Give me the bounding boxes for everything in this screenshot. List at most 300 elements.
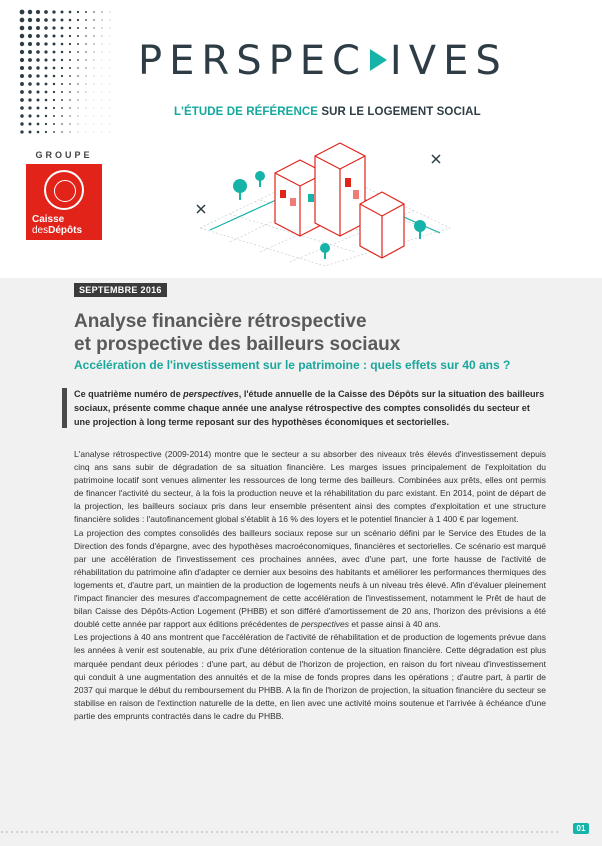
pattern-dot <box>36 82 39 85</box>
pattern-dot <box>69 43 71 45</box>
footer-dot <box>186 831 188 833</box>
pattern-dot <box>36 66 39 69</box>
pattern-dot <box>28 98 31 101</box>
pattern-dot <box>94 84 95 85</box>
pattern-dot <box>110 116 111 117</box>
pattern-dot <box>28 42 32 46</box>
pattern-dot <box>45 83 48 86</box>
pattern-dot <box>102 92 103 93</box>
intro-paragraph <box>74 387 546 429</box>
caisse-des-depots-logo <box>26 150 102 240</box>
pattern-dot <box>110 36 111 37</box>
cross-marker-icon <box>432 155 440 163</box>
pattern-dot <box>85 35 87 37</box>
footer-dot <box>521 831 523 833</box>
footer-dot <box>306 831 308 833</box>
tree-icon <box>320 243 330 259</box>
pattern-dot <box>69 91 71 93</box>
pattern-dot <box>44 18 48 22</box>
pattern-dot <box>94 124 95 125</box>
footer-dot <box>86 831 88 833</box>
document-title-line2: et prospective des bailleurs sociaux <box>74 334 401 355</box>
pattern-dot <box>20 114 24 118</box>
footer-dot <box>211 831 213 833</box>
document-title-line1: Analyse financière rétrospective <box>74 311 367 332</box>
pattern-dot <box>28 74 32 78</box>
footer-dot <box>26 831 28 833</box>
pattern-dot <box>102 108 103 109</box>
pattern-dot <box>28 58 32 62</box>
footer-dot <box>281 831 283 833</box>
pattern-dot <box>69 83 71 85</box>
footer-dot <box>41 831 43 833</box>
footer-dot <box>556 831 558 833</box>
pattern-dot <box>53 131 55 133</box>
footer-dot <box>431 831 433 833</box>
pattern-dot <box>69 99 71 101</box>
footer-dot <box>311 831 313 833</box>
footer-dot <box>396 831 398 833</box>
footer-dot <box>6 831 8 833</box>
pattern-dot <box>53 75 56 78</box>
pattern-dot <box>110 12 111 13</box>
document-subtitle: Accélération de l'investissement sur le patrimoine : quels effets sur 40 ans ? <box>74 358 511 372</box>
body-paragraph: Les projections à 40 ans montrent que l'accélération de l'activité de réhabilitation et de production de logements prévue dans les années à venir est soutenable, au prix d'une détérioration contenue de la situation financière. Cette dégradation est plus marquée pendant deux périodes : d'une part, au début de l'horizon de projection, en raison du fort niveau d'investissement qui conduit à une augmentation des annuités et de la mise de fonds propres dans les opérations ; d'autre part, à partir de 2037 qui marque le début du remboursement du PHBB. A la fin de l'horizon de projection, la situation financière du secteur se stabilise en raison de l'extinction naturelle de la dette, en lien avec une activité moins soutenue et l'arrivée à échéance d'une partie des emprunts contractés dans le cadre du PHBB. <box>74 632 546 721</box>
footer-dot <box>426 831 428 833</box>
document-title <box>74 310 554 356</box>
pattern-dot <box>110 84 111 85</box>
body-paragraph: L'analyse rétrospective (2009-2014) montre que le secteur a su absorber des niveaux très élevés d'investissement depuis cinq ans sans subir de dégradation de sa situation financière. Les marges issues principalement de l'exploitation du patrimoine locatif sont venues alimenter les ressources de long terme des bailleurs. Combinées aux prêts, elles ont permis de financer l'activité du secteur, à la fois la production neuve et la réhabilitation du parc existant. En 2014, point de départ de la projection, les bailleurs sociaux pris dans leur ensemble présentent ainsi des comptes d'exploitation et une structure financière solides : l'autofinancement global s'établit à 16 % des loyers et le potentiel financier à 1 400 € par logement. <box>74 449 546 525</box>
pattern-dot <box>77 43 79 45</box>
pattern-dot <box>20 130 23 133</box>
window-block <box>280 190 286 198</box>
pattern-dot <box>61 75 63 77</box>
pattern-dot <box>85 27 87 29</box>
pattern-dot <box>86 132 87 133</box>
pattern-dot <box>44 10 48 14</box>
footer-dot <box>181 831 183 833</box>
pattern-dot <box>77 91 78 92</box>
pattern-dot <box>77 51 79 53</box>
pattern-dot <box>61 51 64 54</box>
footer-dot <box>166 831 168 833</box>
footer-dot <box>96 831 98 833</box>
pattern-dot <box>61 123 63 125</box>
intro-text-after: , l'étude annuelle de la Caisse des Dépôts sur la situation des bailleurs sociaux, présente comme chaque année une analyse rétrospective des comptes consolidés du secteur et une projection à long terme reposant sur des hypothèses économiques et sectorielles. <box>74 389 545 427</box>
footer-dot <box>266 831 268 833</box>
building-right <box>360 192 404 258</box>
footer-dot <box>461 831 463 833</box>
pattern-dot <box>53 51 56 54</box>
pattern-dot <box>69 19 72 22</box>
pattern-dot <box>52 10 55 13</box>
pattern-dot <box>52 34 55 37</box>
pattern-dot <box>53 59 56 62</box>
footer-dot <box>156 831 158 833</box>
footer-dot <box>46 831 48 833</box>
pattern-dot <box>69 123 70 124</box>
pattern-dot <box>110 132 111 133</box>
footer-dot <box>381 831 383 833</box>
pattern-dot <box>77 75 78 76</box>
pattern-dot <box>37 131 40 134</box>
footer-dot <box>256 831 258 833</box>
footer-dot <box>16 831 18 833</box>
footer-dot <box>111 831 113 833</box>
window-block <box>353 190 359 199</box>
footer-dot <box>21 831 23 833</box>
pattern-dot <box>69 27 71 29</box>
footer-dot <box>66 831 68 833</box>
footer-dot <box>366 831 368 833</box>
footer-dot <box>491 831 493 833</box>
footer-dot <box>221 831 223 833</box>
logo-name-line1: Caisse <box>32 214 65 225</box>
footer-dot <box>56 831 58 833</box>
pattern-dot <box>61 27 64 30</box>
footer-dot <box>101 831 103 833</box>
pattern-dot <box>61 59 63 61</box>
pattern-dot <box>93 35 94 36</box>
pattern-dot <box>61 99 63 101</box>
footer-dot <box>341 831 343 833</box>
footer-dot <box>226 831 228 833</box>
tagline-teal: L'ÉTUDE DE RÉFÉRENCE <box>174 106 319 118</box>
pattern-dot <box>110 28 111 29</box>
pattern-dot <box>45 99 48 102</box>
pattern-dot <box>28 82 32 86</box>
footer-dot <box>236 831 238 833</box>
pattern-dot <box>37 115 40 118</box>
footer-dot <box>376 831 378 833</box>
pattern-dot <box>53 99 55 101</box>
pattern-dot <box>53 91 55 93</box>
pattern-dot <box>77 107 78 108</box>
footer-dot <box>71 831 73 833</box>
pattern-dot <box>36 58 39 61</box>
pattern-dot <box>110 76 111 77</box>
pattern-dot <box>20 34 25 39</box>
pattern-dot <box>94 100 95 101</box>
pattern-dot <box>28 10 32 14</box>
pattern-dot <box>45 75 48 78</box>
footer-dot <box>291 831 293 833</box>
footer-dot <box>446 831 448 833</box>
pattern-dot <box>102 124 103 125</box>
pattern-dot <box>20 18 25 23</box>
pattern-dot <box>93 19 94 20</box>
pattern-dot <box>28 90 31 93</box>
footer-dot <box>151 831 153 833</box>
pattern-dot <box>93 51 94 52</box>
play-triangle-icon <box>370 49 387 71</box>
pattern-dot <box>20 58 24 62</box>
pattern-dot <box>94 68 95 69</box>
footer-dot <box>501 831 503 833</box>
window-block <box>308 194 314 202</box>
pattern-dot <box>102 28 103 29</box>
pattern-dot <box>20 74 24 78</box>
pattern-dot <box>102 100 103 101</box>
pattern-dot <box>20 98 24 102</box>
footer-dot <box>326 831 328 833</box>
pattern-dot <box>28 18 32 22</box>
footer-dot <box>531 831 533 833</box>
pattern-dot <box>36 90 39 93</box>
pattern-dot <box>53 67 56 70</box>
footer-dot <box>416 831 418 833</box>
logo-name <box>32 214 82 236</box>
pattern-dot <box>20 42 24 46</box>
footer-dot <box>241 831 243 833</box>
body-paragraph-2-before: La projection des comptes consolidés des bailleurs sociaux repose sur un scénario défini par le Service des Etudes de la Direction des fonds d'épargne, avec des hypothèses macroéconomiques, financières et sectorielles. Ce scénario est marqué par une accélération de l'investissement ces prochaines années, avec d'une part, une forte hausse de l'activité de réhabilitation du patrimoine afin d'adapter ce dernier aux besoins des habitants et améliorer les performances thermiques des logements et, d'autre part, un maintien de la production de logements neufs à un niveau très élevé. Afin d'évaluer pleinement l'impact financier des mesures d'accompagnement de cette accélération de l'investissement, notamment le Prêt de haut de bilan Caisse des Dépôts-Action Logement (PHBB) et son différé d'amortissement de 20 ans, l'horizon des prévisions a été doublé cette année par rapport aux éditions précédentes de <box>74 527 546 630</box>
pattern-dot <box>85 19 87 21</box>
footer-dot <box>51 831 53 833</box>
pattern-dot <box>85 59 86 60</box>
pattern-dot <box>69 75 71 77</box>
pattern-dot <box>28 122 31 125</box>
pattern-dot <box>20 10 25 15</box>
pattern-dot <box>28 114 31 117</box>
footer-dot <box>466 831 468 833</box>
pattern-dot <box>36 42 40 46</box>
pattern-dot <box>44 34 47 37</box>
footer-dot <box>386 831 388 833</box>
pattern-dot <box>53 107 55 109</box>
pattern-dot <box>45 115 47 117</box>
pattern-dot <box>36 50 40 54</box>
pattern-dot <box>102 60 103 61</box>
body-paragraph-2-emphasis: perspectives <box>301 619 350 630</box>
pattern-dot <box>28 26 32 30</box>
footer-dot <box>1 831 3 833</box>
footer-dot <box>516 831 518 833</box>
logo-groupe-label: GROUPE <box>35 150 93 160</box>
pattern-dot <box>102 132 103 133</box>
pattern-dot <box>61 43 64 46</box>
footer-dot <box>406 831 408 833</box>
pattern-dot <box>69 115 70 116</box>
brand-title-part1: PERSPEC <box>138 38 367 84</box>
pattern-dot <box>36 10 40 14</box>
footer-dot <box>286 831 288 833</box>
pattern-dot <box>93 43 94 44</box>
pattern-dot <box>110 68 111 69</box>
footer-dot <box>201 831 203 833</box>
footer-dot <box>411 831 413 833</box>
pattern-dot <box>45 123 47 125</box>
footer-dot <box>106 831 108 833</box>
pattern-dot <box>86 124 87 125</box>
footer-dot <box>356 831 358 833</box>
pattern-dot <box>77 83 78 84</box>
pattern-dot <box>69 11 72 14</box>
pattern-dot <box>85 83 86 84</box>
footer-dot <box>451 831 453 833</box>
pattern-dot <box>69 35 71 37</box>
footer-dot <box>526 831 528 833</box>
footer-dot <box>391 831 393 833</box>
pattern-dot <box>78 124 79 125</box>
pattern-dot <box>45 131 47 133</box>
footer-dot <box>346 831 348 833</box>
pattern-dot <box>61 19 64 22</box>
footer-dot <box>116 831 118 833</box>
pattern-dot <box>36 26 40 30</box>
footer-dot <box>31 831 33 833</box>
pattern-dot <box>61 115 63 117</box>
pattern-dot <box>85 11 87 13</box>
pattern-dot <box>77 59 79 61</box>
footer-dot <box>351 831 353 833</box>
pattern-dot <box>77 19 79 21</box>
body-paragraph <box>74 527 546 632</box>
pattern-dot <box>86 116 87 117</box>
pattern-dot <box>45 107 48 110</box>
buildings-illustration <box>190 128 460 268</box>
footer-dot <box>231 831 233 833</box>
tree-icon <box>233 179 247 200</box>
footer-dot <box>541 831 543 833</box>
body-paragraph-2-after: et passe ainsi à 40 ans. <box>349 619 441 630</box>
pattern-dot <box>94 108 95 109</box>
pattern-dot <box>110 44 111 45</box>
footer-dot <box>121 831 123 833</box>
pattern-dot <box>20 66 24 70</box>
footer-dot <box>456 831 458 833</box>
pattern-dot <box>94 60 95 61</box>
footer-dot <box>246 831 248 833</box>
pattern-dot <box>61 83 63 85</box>
footer-dot <box>11 831 13 833</box>
footer-dot <box>61 831 63 833</box>
pattern-dot <box>44 42 47 45</box>
pattern-dot <box>61 107 63 109</box>
pattern-dot <box>110 52 111 53</box>
pattern-dot <box>85 51 86 52</box>
pattern-dot <box>85 43 87 45</box>
pattern-dot <box>93 11 95 13</box>
footer-dot <box>511 831 513 833</box>
pattern-dot <box>20 90 24 94</box>
footer-dot <box>251 831 253 833</box>
pattern-dot <box>110 20 111 21</box>
pattern-dot <box>28 34 32 38</box>
footer-dot <box>301 831 303 833</box>
pattern-dot <box>37 99 40 102</box>
pattern-dot <box>110 108 111 109</box>
footer-dot <box>191 831 193 833</box>
footer-dot <box>496 831 498 833</box>
footer-dot <box>196 831 198 833</box>
footer-dot <box>441 831 443 833</box>
pattern-dot <box>69 107 70 108</box>
footer-dot <box>331 831 333 833</box>
pattern-dot <box>53 123 55 125</box>
pattern-dot <box>61 67 63 69</box>
pattern-dot <box>77 99 78 100</box>
cross-marker-icon <box>197 205 205 213</box>
pattern-dot <box>52 18 55 21</box>
footer-dot <box>361 831 363 833</box>
footer-dot <box>436 831 438 833</box>
logo-name-line2-bold: Dépôts <box>48 225 83 236</box>
footer-dot-line <box>0 830 560 834</box>
body-text <box>74 448 546 723</box>
pattern-dot <box>102 36 103 37</box>
footer-dot <box>126 831 128 833</box>
footer-dot <box>171 831 173 833</box>
footer-dot <box>421 831 423 833</box>
footer-dot <box>176 831 178 833</box>
pattern-dot <box>110 92 111 93</box>
pattern-dot <box>101 11 102 12</box>
pattern-dot <box>44 58 47 61</box>
pattern-dot <box>101 19 102 20</box>
footer-dot <box>91 831 93 833</box>
footer-dot <box>506 831 508 833</box>
pattern-dot <box>78 116 79 117</box>
intro-accent-bar <box>62 388 67 428</box>
pattern-dot <box>102 116 103 117</box>
brand-title-part2: IVES <box>389 38 508 84</box>
pattern-dot <box>94 76 95 77</box>
pattern-dot <box>20 82 24 86</box>
pattern-dot <box>44 50 47 53</box>
pattern-dot <box>110 60 111 61</box>
pattern-dot <box>102 68 103 69</box>
pattern-dot <box>93 27 94 28</box>
footer-dot <box>131 831 133 833</box>
logo-red-square <box>26 164 102 240</box>
pattern-dot <box>77 67 79 69</box>
tagline <box>174 106 481 118</box>
window-block <box>290 198 296 206</box>
pattern-dot <box>86 92 87 93</box>
pattern-dot <box>77 11 79 13</box>
pattern-dot <box>45 91 48 94</box>
footer-dot <box>216 831 218 833</box>
page-number: 01 <box>573 823 589 834</box>
pattern-dot <box>77 35 79 37</box>
footer-dot <box>76 831 78 833</box>
footer-dot <box>486 831 488 833</box>
footer-dot <box>536 831 538 833</box>
pattern-dot <box>61 11 64 14</box>
pattern-dot <box>102 44 103 45</box>
footer-dot <box>146 831 148 833</box>
date-badge: SEPTEMBRE 2016 <box>74 283 167 297</box>
footer-dot <box>271 831 273 833</box>
footer-dot <box>471 831 473 833</box>
pattern-dot <box>110 124 111 125</box>
footer-dot <box>401 831 403 833</box>
footer-dot <box>161 831 163 833</box>
pattern-dot <box>102 76 103 77</box>
pattern-dot <box>85 75 86 76</box>
logo-name-line2-thin: des <box>32 225 49 236</box>
pattern-dot <box>20 122 23 125</box>
footer-dot <box>206 831 208 833</box>
pattern-dot <box>28 50 32 54</box>
pattern-dot <box>36 34 40 38</box>
pattern-dot <box>29 131 32 134</box>
pattern-dot <box>53 43 56 46</box>
intro-text-before: Ce quatrième numéro de <box>74 389 184 399</box>
footer-dot <box>81 831 83 833</box>
pattern-dot <box>69 51 71 53</box>
footer-dot <box>276 831 278 833</box>
